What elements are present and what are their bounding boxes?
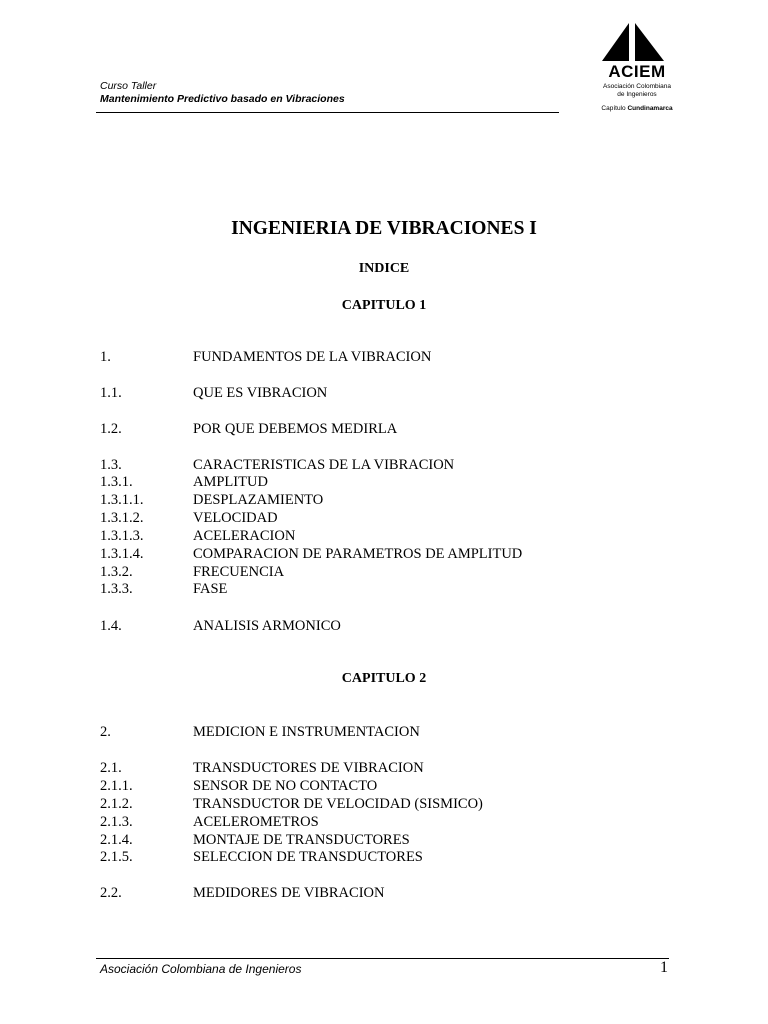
toc-entry-label: MEDICION E INSTRUMENTACION <box>193 724 420 740</box>
toc-entry[interactable] <box>0 348 768 366</box>
toc-entry[interactable] <box>0 384 768 402</box>
toc-entry-number: 2.1.3. <box>100 814 133 830</box>
toc-entry[interactable] <box>0 563 768 581</box>
toc-entry[interactable] <box>0 456 768 474</box>
toc-entry-number: 1.3.1.2. <box>100 510 144 526</box>
toc-entry[interactable] <box>0 509 768 527</box>
header-divider <box>96 112 559 113</box>
toc-entry-label: ACELERACION <box>193 528 296 544</box>
header-course: Curso Taller <box>100 80 157 92</box>
toc-entry[interactable] <box>0 723 768 741</box>
toc-entry[interactable] <box>0 831 768 849</box>
logo-chapter-name: Cundinamarca <box>627 105 673 112</box>
aciem-logo <box>596 22 678 114</box>
toc-entry-number: 1.3.1.3. <box>100 528 144 544</box>
toc-entry-number: 1.3.1.4. <box>100 546 144 562</box>
toc-entry[interactable] <box>0 617 768 635</box>
toc-entry-number: 2.2. <box>100 885 122 901</box>
toc-entry[interactable] <box>0 884 768 902</box>
toc-entry[interactable] <box>0 491 768 509</box>
logo-association-line1: Asociación Colombiana <box>603 83 671 90</box>
toc-entry-number: 2.1. <box>100 760 122 776</box>
logo-chapter-prefix: Capítulo <box>601 105 626 112</box>
toc-entry-label: MONTAJE DE TRANSDUCTORES <box>193 832 410 848</box>
toc-entry[interactable] <box>0 420 768 438</box>
footer-divider <box>96 958 669 959</box>
toc-entry-number: 2.1.4. <box>100 832 133 848</box>
toc-entry-label: ACELEROMETROS <box>193 814 319 830</box>
toc-entry[interactable] <box>0 777 768 795</box>
toc-entry-label: QUE ES VIBRACION <box>193 385 328 401</box>
toc-entry-label: SELECCION DE TRANSDUCTORES <box>193 849 423 865</box>
toc-entry-label: POR QUE DEBEMOS MEDIRLA <box>193 421 398 437</box>
toc-entry-label: SENSOR DE NO CONTACTO <box>193 778 378 794</box>
toc-entry-number: 1.3.1. <box>100 474 133 490</box>
toc-entry-number: 1.3. <box>100 457 122 473</box>
toc-entry-label: FRECUENCIA <box>193 564 285 580</box>
toc-entry-label: MEDIDORES DE VIBRACION <box>193 885 385 901</box>
toc-entry[interactable] <box>0 545 768 563</box>
toc-entry-number: 1. <box>100 349 111 365</box>
logo-chapter <box>596 105 678 113</box>
toc-entry-number: 1.3.3. <box>100 581 133 597</box>
toc-entry[interactable] <box>0 580 768 598</box>
footer-association: Asociación Colombiana de Ingenieros <box>100 962 302 976</box>
toc-entry-label: TRANSDUCTORES DE VIBRACION <box>193 760 424 776</box>
toc-entry-number: 1.2. <box>100 421 122 437</box>
chapter-2-heading: CAPITULO 2 <box>341 671 427 686</box>
toc-entry-number: 1.3.1.1. <box>100 492 144 508</box>
index-heading: INDICE <box>358 261 410 276</box>
toc-entry-number: 2.1.5. <box>100 849 133 865</box>
logo-association <box>596 83 678 99</box>
toc-entry-number: 2. <box>100 724 111 740</box>
page-number: 1 <box>660 959 668 976</box>
document-title: INGENIERIA DE VIBRACIONES I <box>231 218 537 239</box>
toc-entry-label: ANALISIS ARMONICO <box>193 618 341 634</box>
toc-entry[interactable] <box>0 848 768 866</box>
toc-entry-label: COMPARACION DE PARAMETROS DE AMPLITUD <box>193 546 523 562</box>
toc-entry-label: CARACTERISTICAS DE LA VIBRACION <box>193 457 455 473</box>
toc-entry-number: 1.1. <box>100 385 122 401</box>
header-subject: Mantenimiento Predictivo basado en Vibraciones <box>100 93 345 105</box>
toc-entry[interactable] <box>0 527 768 545</box>
toc-entry[interactable] <box>0 795 768 813</box>
toc-entry-label: TRANSDUCTOR DE VELOCIDAD (SISMICO) <box>193 796 483 812</box>
toc-entry-label: AMPLITUD <box>193 474 268 490</box>
chapter-1-heading: CAPITULO 1 <box>341 298 427 313</box>
toc-entry-label: FUNDAMENTOS DE LA VIBRACION <box>193 349 432 365</box>
logo-association-line2: de Ingenieros <box>617 91 657 98</box>
toc-entry-label: VELOCIDAD <box>193 510 278 526</box>
toc-entry-number: 1.4. <box>100 618 122 634</box>
toc-entry-number: 1.3.2. <box>100 564 133 580</box>
toc-entry-label: FASE <box>193 581 228 597</box>
toc-entry[interactable] <box>0 473 768 491</box>
logo-name: ACIEM <box>608 62 666 81</box>
toc-entry-label: DESPLAZAMIENTO <box>193 492 324 508</box>
toc-entry[interactable] <box>0 813 768 831</box>
toc-entry[interactable] <box>0 759 768 777</box>
toc-entry-number: 2.1.2. <box>100 796 133 812</box>
toc-entry-number: 2.1.1. <box>100 778 133 794</box>
